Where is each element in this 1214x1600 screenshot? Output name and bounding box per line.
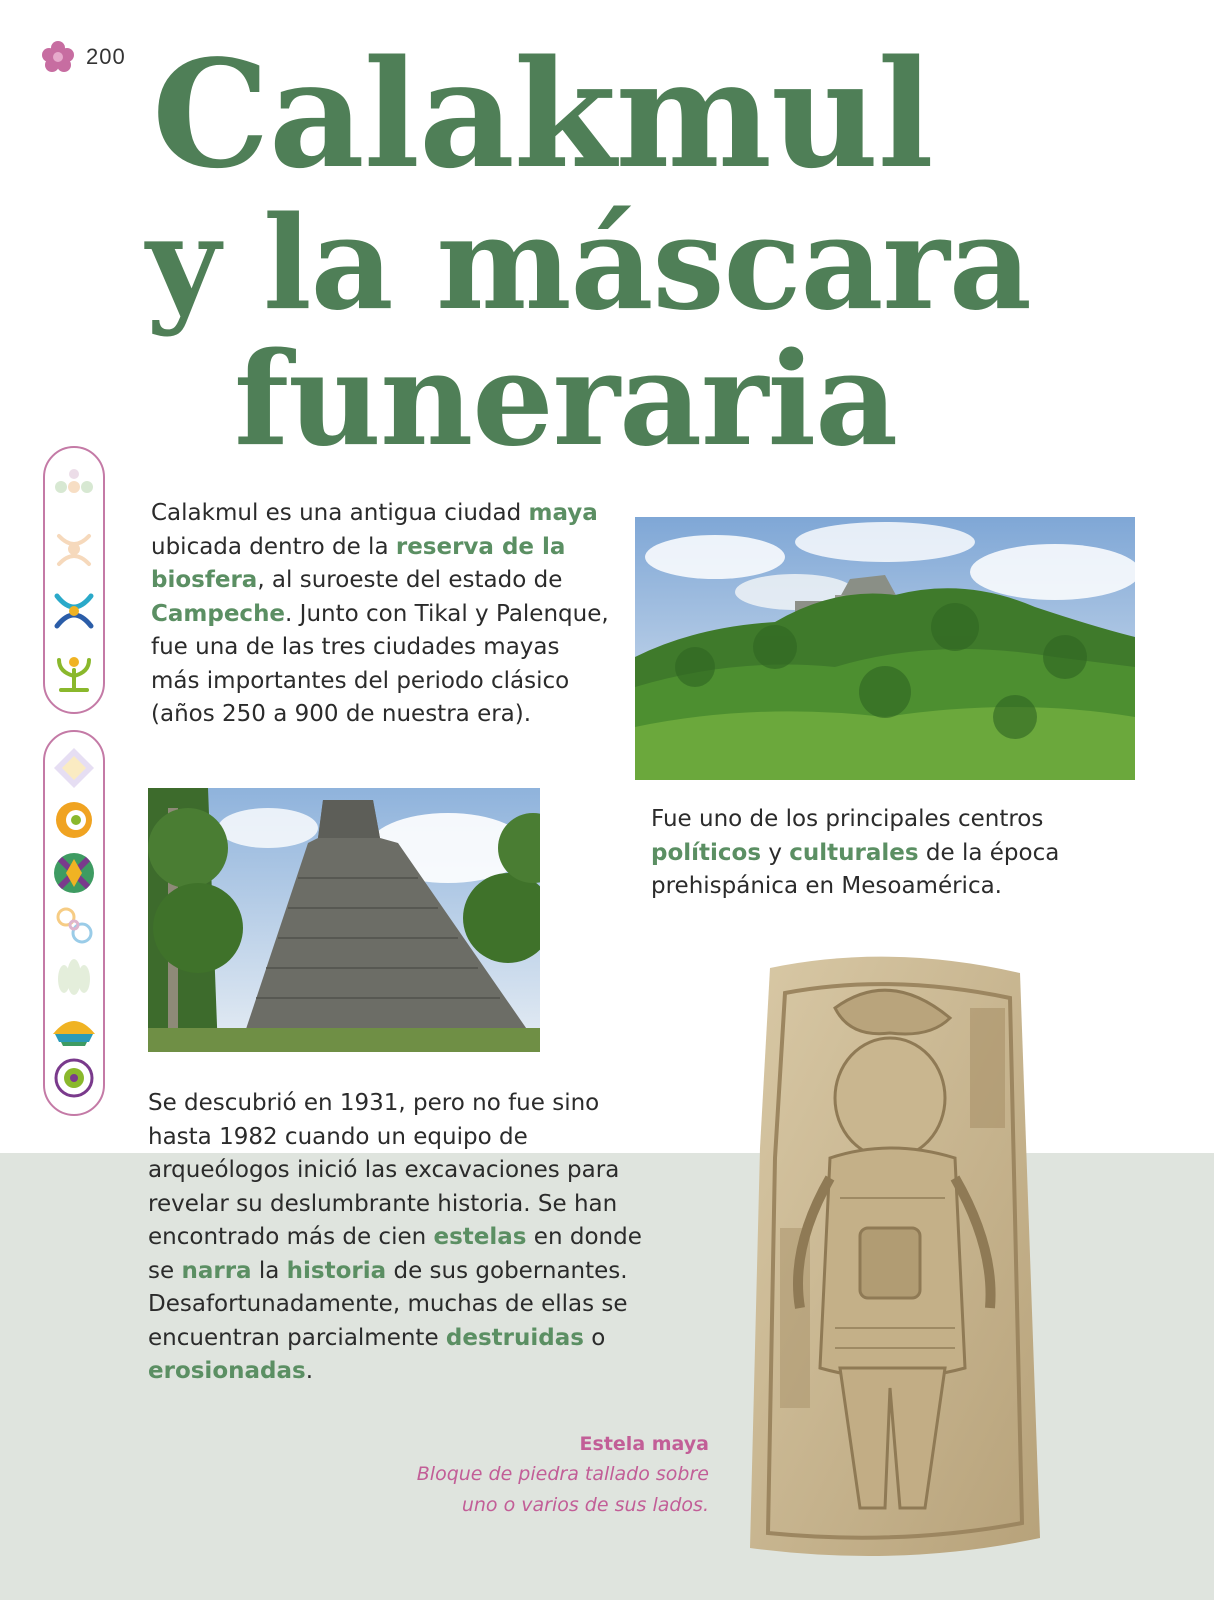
keyword-reserva: reserva de la biosfera bbox=[151, 533, 566, 593]
keyword-narra: narra bbox=[181, 1257, 252, 1284]
section-icons-top bbox=[43, 446, 105, 714]
stela-photo bbox=[740, 948, 1050, 1566]
intro-text-4: . Junto con Tikal y Palenque, fue una de las tres ciudades mayas más importantes del periodo clásico (años 250 a 900 de nuestra era). bbox=[151, 600, 609, 727]
keyword-estelas: estelas bbox=[433, 1224, 527, 1250]
discovery-text-6: . bbox=[305, 1358, 313, 1384]
centers-text-1: Fue uno de los principales centros bbox=[651, 806, 1044, 832]
discovery-text-2: en donde se bbox=[148, 1224, 642, 1284]
flower-icon bbox=[40, 40, 76, 74]
discovery-text-4: de sus gobernantes. Desafortunadamente, muchas de ellas se encuentran parcialmente bbox=[148, 1257, 628, 1351]
discovery-text-3: la bbox=[251, 1257, 287, 1284]
faded-bloom-icon bbox=[52, 955, 96, 999]
section-icons-bottom bbox=[43, 730, 105, 1116]
discovery-text-5: o bbox=[583, 1324, 606, 1351]
discovery-text-1: Se descubrió en 1931, pero no fue sino hasta 1982 cuando un equipo de arqueólogos inició las excavaciones para revelar su deslumbrante historia. Se han encontrado más de cien bbox=[148, 1090, 620, 1250]
title-line-1: Calakmul bbox=[152, 27, 933, 201]
intro-text-2: ubicada dentro de la bbox=[151, 533, 396, 560]
discovery-paragraph bbox=[148, 1087, 648, 1389]
keyword-maya: maya bbox=[528, 500, 598, 526]
page-number: 200 bbox=[86, 44, 126, 69]
keyword-historia: historia bbox=[286, 1257, 387, 1284]
centers-paragraph bbox=[651, 803, 1071, 904]
glossary-definition-line-1: Bloque de piedra tallado sobre bbox=[416, 1463, 709, 1485]
faded-leaf-icon bbox=[51, 464, 97, 510]
sprout-icon bbox=[51, 650, 97, 696]
mound-icon bbox=[51, 1008, 97, 1048]
spiral-icon bbox=[52, 798, 96, 842]
keyword-culturales: culturales bbox=[789, 839, 919, 866]
intro-text-1: Calakmul es una antigua ciudad bbox=[151, 500, 529, 526]
jungle-photo bbox=[635, 517, 1135, 780]
page-header bbox=[40, 40, 126, 74]
intro-text-3: , al suroeste del estado de bbox=[257, 567, 563, 593]
woven-icon bbox=[52, 851, 96, 895]
faded-figure-icon bbox=[51, 526, 97, 572]
keyword-destruidas: destruidas bbox=[445, 1324, 584, 1351]
title-line-2: y la máscara bbox=[146, 189, 1031, 339]
centers-text-2: y bbox=[761, 839, 790, 866]
keyword-politicos: políticos bbox=[651, 839, 762, 866]
keyword-campeche: Campeche bbox=[151, 600, 286, 627]
centers-text-3: de la época prehispánica en Mesoamérica. bbox=[651, 839, 1060, 899]
splash-icon bbox=[52, 1056, 96, 1100]
diamond-icon bbox=[52, 746, 96, 790]
keyword-erosionadas: erosionadas bbox=[148, 1358, 306, 1384]
glossary-definition-line-2: uno o varios de sus lados. bbox=[461, 1494, 709, 1516]
rings-icon bbox=[52, 903, 96, 947]
knot-icon bbox=[51, 588, 97, 634]
glossary-box bbox=[417, 1433, 709, 1521]
intro-paragraph bbox=[151, 497, 611, 732]
glossary-term: Estela maya bbox=[579, 1433, 709, 1455]
title-line-3: funeraria bbox=[234, 325, 897, 475]
pyramid-photo bbox=[148, 788, 540, 1052]
glossary-definition bbox=[417, 1459, 709, 1521]
